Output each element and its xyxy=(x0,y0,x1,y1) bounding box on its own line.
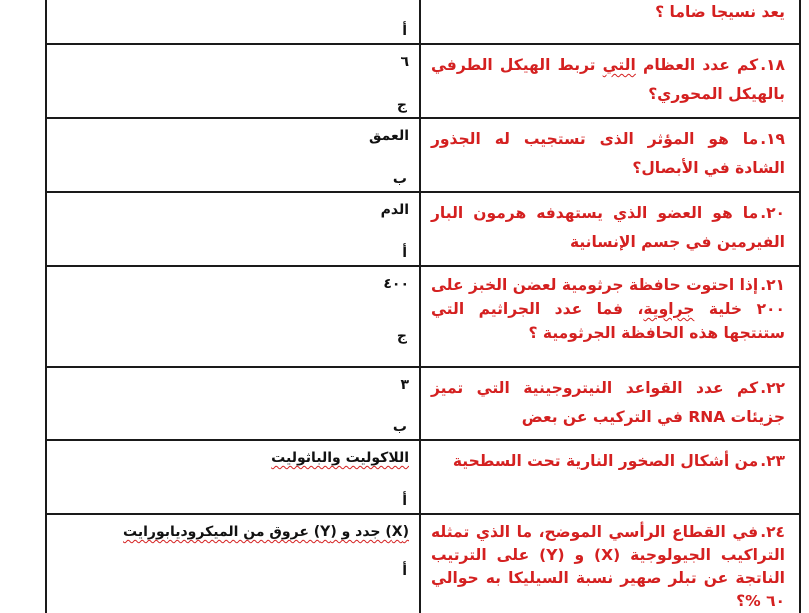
question-text xyxy=(421,267,799,349)
question-body: ما هو العضو الذي يستهدفه هرمون البار الفيرمين في جسم الإنسانية xyxy=(431,204,785,251)
question-number: ١٩. xyxy=(760,130,785,148)
answer-cell xyxy=(46,44,420,118)
question-body: يعد نسيجا ضاما ؟ xyxy=(655,3,785,21)
question-text xyxy=(421,119,799,187)
question-text xyxy=(421,0,799,31)
question-cell xyxy=(420,367,800,440)
question-text xyxy=(421,368,799,436)
answer-cell xyxy=(46,118,420,192)
question-number: ٢١. xyxy=(760,276,785,294)
table-row xyxy=(46,266,800,367)
choice-letter: ج xyxy=(396,328,407,344)
choice-letter: ب xyxy=(392,171,407,187)
question-number: ٢٣. xyxy=(760,452,785,470)
table-row xyxy=(46,118,800,192)
table-row xyxy=(46,44,800,118)
answer-text: ٣ xyxy=(400,377,409,393)
table-row xyxy=(46,0,800,44)
choice-letter: أ xyxy=(402,563,407,579)
answer-text xyxy=(47,441,419,469)
question-body-part: التي xyxy=(602,56,636,74)
answer-cell xyxy=(46,266,420,367)
question-text xyxy=(421,515,799,613)
question-body-part: تربط الهيكل الطرفي بالهيكل المحوري؟ xyxy=(431,56,785,103)
choice-letter: ب xyxy=(392,419,407,435)
question-text xyxy=(421,441,799,480)
answer-value: (X) جدد و (Y) عروق من الميكروديابورايت xyxy=(123,524,409,540)
question-cell xyxy=(420,514,800,613)
question-cell xyxy=(420,440,800,514)
answer-value: اللاكوليت والباثوليت xyxy=(271,450,409,466)
answer-cell xyxy=(46,514,420,613)
question-number: ٢٤. xyxy=(760,523,785,541)
answer-text: ٦ xyxy=(400,54,409,70)
question-cell xyxy=(420,0,800,44)
answer-text: العمق xyxy=(369,128,409,144)
question-body: كم عدد القواعد النيتروجينية التي تميز جزيئات RNA في التركيب عن بعض xyxy=(431,379,785,426)
question-text xyxy=(421,45,799,113)
answer-cell xyxy=(46,367,420,440)
question-cell xyxy=(420,266,800,367)
answer-cell xyxy=(46,0,420,44)
question-body: ما هو المؤثر الذى تستجيب له الجذور الشادة في الأبصال؟ xyxy=(431,130,785,177)
answer-text: الدم xyxy=(380,202,409,218)
table-row xyxy=(46,440,800,514)
table-row xyxy=(46,367,800,440)
table-row xyxy=(46,514,800,613)
question-answer-table xyxy=(45,0,801,613)
question-cell xyxy=(420,44,800,118)
answer-cell xyxy=(46,192,420,266)
question-text xyxy=(421,193,799,261)
answer-text xyxy=(47,515,419,543)
choice-letter: أ xyxy=(402,245,407,261)
choice-letter: أ xyxy=(402,493,407,509)
answer-text: ٤٠٠ xyxy=(383,276,409,292)
question-body: في القطاع الرأسي الموضح، ما الذي تمثله التراكيب الجيولوجية (X) و (Y) على الترتيب الناتجة عن تبلر صهير نسبة السيليكا به حوالي ٦٠ %؟ xyxy=(431,523,785,610)
question-body-part: جراوية xyxy=(643,300,695,318)
choice-letter: ج xyxy=(396,97,407,113)
table-row xyxy=(46,192,800,266)
question-cell xyxy=(420,118,800,192)
question-body: من أشكال الصخور النارية تحت السطحية xyxy=(452,452,759,470)
answer-cell xyxy=(46,440,420,514)
question-number: ٢٢. xyxy=(760,379,785,397)
question-body-part: كم عدد العظام xyxy=(635,56,759,74)
question-number: ١٨. xyxy=(760,56,785,74)
question-number: ٢٠. xyxy=(760,204,785,222)
choice-letter: أ xyxy=(402,23,407,39)
question-body-part: ، فما عدد الجراثيم التي ستنتجها هذه الحافظة الجرثومية ؟ xyxy=(431,300,785,342)
question-cell xyxy=(420,192,800,266)
question-body-part: إذا احتوت حافظة جرثومية لعضن الخبز على ٢٠٠ خلية xyxy=(431,276,785,318)
